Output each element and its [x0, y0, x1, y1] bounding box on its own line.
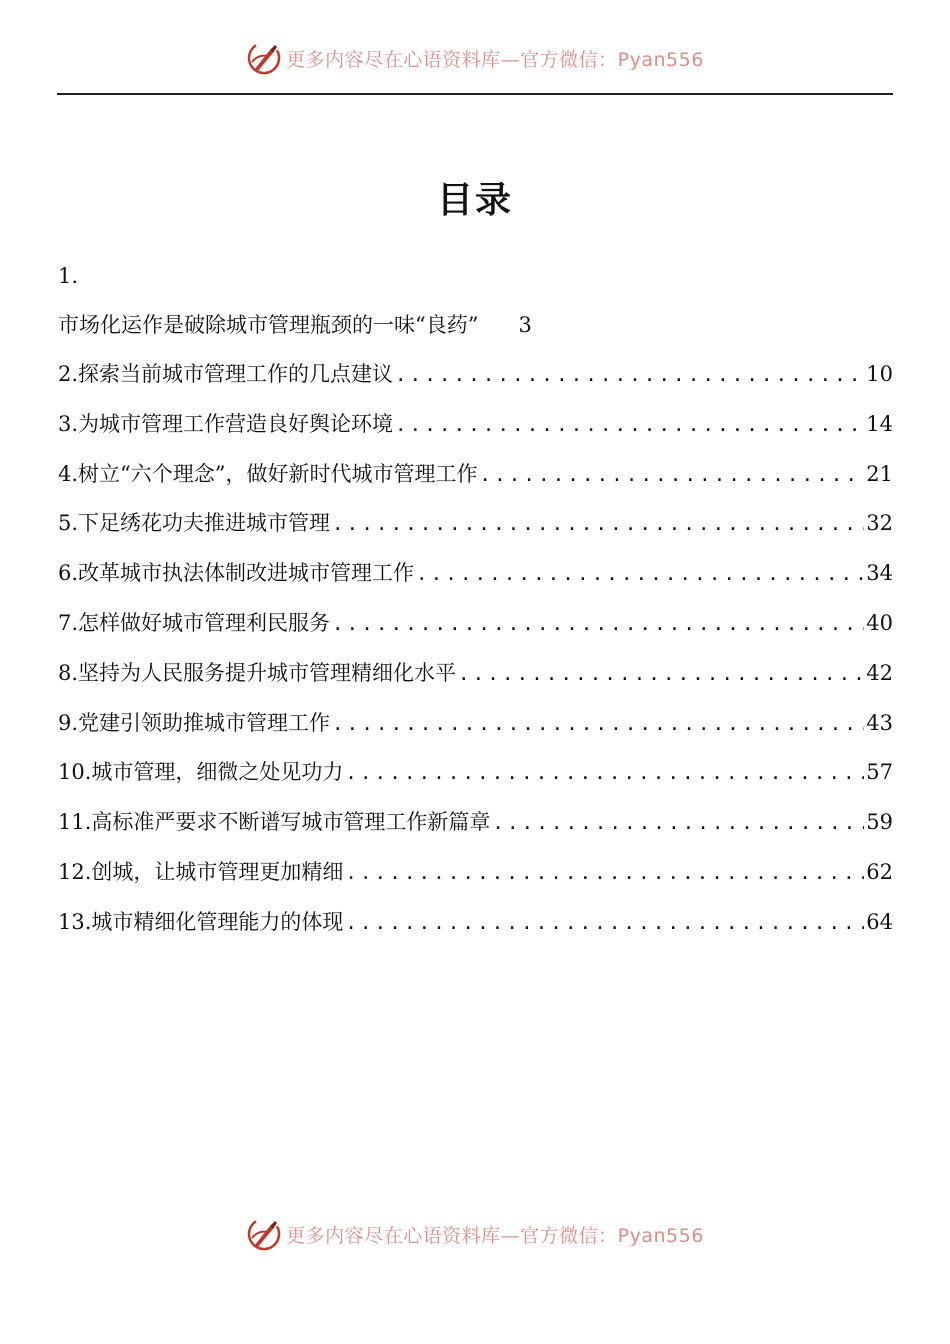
footer-banner	[0, 1214, 950, 1254]
toc-entry-1-page: 3	[518, 313, 532, 337]
toc-dot-leader	[492, 799, 864, 849]
toc-entry-title: 6.改革城市执法体制改进城市管理工作	[58, 561, 415, 586]
toc-entry[interactable]	[58, 350, 893, 400]
toc-entry[interactable]	[58, 599, 893, 649]
toc-entry-1[interactable]	[58, 300, 893, 350]
toc-dot-leader	[480, 451, 865, 501]
toc-entry-title: 2.探索当前城市管理工作的几点建议	[58, 362, 394, 386]
pen-swirl-logo-icon	[246, 40, 282, 76]
toc-entry-page: 42	[866, 660, 893, 685]
footer-banner-text: 更多内容尽在心语资料库—官方微信：Pyan556	[286, 1224, 704, 1247]
toc-entry-title: 5.下足绣花功夫推进城市管理	[58, 511, 331, 536]
toc-entry[interactable]	[58, 649, 893, 699]
table-of-contents	[58, 252, 893, 948]
toc-dot-leader	[345, 849, 864, 899]
toc-entry-page: 43	[866, 710, 893, 735]
toc-entry[interactable]	[58, 898, 893, 948]
toc-entry[interactable]	[58, 499, 893, 549]
toc-entry-title: 10.城市管理，细微之处见功力	[58, 760, 344, 785]
toc-entry-page: 57	[866, 760, 893, 785]
header-wechat-handle: Pyan556	[617, 48, 704, 71]
toc-dot-leader	[332, 600, 864, 650]
footer-wechat-handle: Pyan556	[617, 1224, 704, 1247]
toc-entry-1-number[interactable]: 1.	[58, 264, 79, 288]
toc-entry[interactable]	[58, 699, 893, 749]
toc-dot-leader	[416, 550, 864, 600]
header-divider	[57, 93, 893, 95]
toc-entry-page: 10	[866, 362, 893, 386]
toc-dot-leader	[345, 749, 864, 799]
toc-dot-leader	[458, 650, 864, 700]
toc-entry-title: 12.创城，让城市管理更加精细	[58, 859, 344, 884]
toc-entry[interactable]	[58, 450, 893, 500]
header-banner	[0, 38, 950, 78]
toc-entry-title: 3.为城市管理工作营造良好舆论环境	[58, 411, 394, 436]
toc-entry-page: 14	[866, 411, 893, 436]
toc-entry[interactable]	[58, 400, 893, 450]
pen-swirl-logo-icon	[246, 1216, 282, 1252]
toc-dot-leader	[332, 500, 864, 550]
toc-entry[interactable]	[58, 549, 893, 599]
toc-entry-page: 32	[866, 511, 893, 536]
toc-entry-page: 64	[866, 909, 893, 934]
toc-entry-page: 62	[866, 859, 893, 884]
page-title: 目录	[436, 179, 513, 221]
toc-entry-page: 59	[866, 810, 893, 835]
toc-entry-page: 40	[866, 610, 893, 635]
toc-entry-title: 11.高标准严要求不断谱写城市管理工作新篇章	[58, 810, 491, 835]
toc-entry-1-title: 市场化运作是破除城市管理瓶颈的一味“良药”	[58, 313, 479, 337]
toc-entry-page: 21	[866, 461, 893, 486]
toc-entry-title: 4.树立“六个理念”，做好新时代城市管理工作	[58, 461, 478, 486]
toc-entry[interactable]	[58, 798, 893, 848]
toc-entry-title: 8.坚持为人民服务提升城市管理精细化水平	[58, 660, 457, 685]
toc-entry-title: 9.党建引领助推城市管理工作	[58, 710, 331, 735]
toc-entry-title: 7.怎样做好城市管理利民服务	[58, 610, 331, 635]
toc-dot-leader	[332, 700, 864, 750]
toc-entry-title: 13.城市精细化管理能力的体现	[58, 909, 344, 934]
header-banner-text: 更多内容尽在心语资料库—官方微信：Pyan556	[286, 48, 704, 71]
toc-dot-leader	[345, 899, 864, 949]
toc-dot-leader	[395, 401, 864, 451]
toc-dot-leader	[395, 351, 864, 401]
toc-entry[interactable]	[58, 848, 893, 898]
toc-entry[interactable]	[58, 748, 893, 798]
toc-entry-page: 34	[866, 561, 893, 586]
